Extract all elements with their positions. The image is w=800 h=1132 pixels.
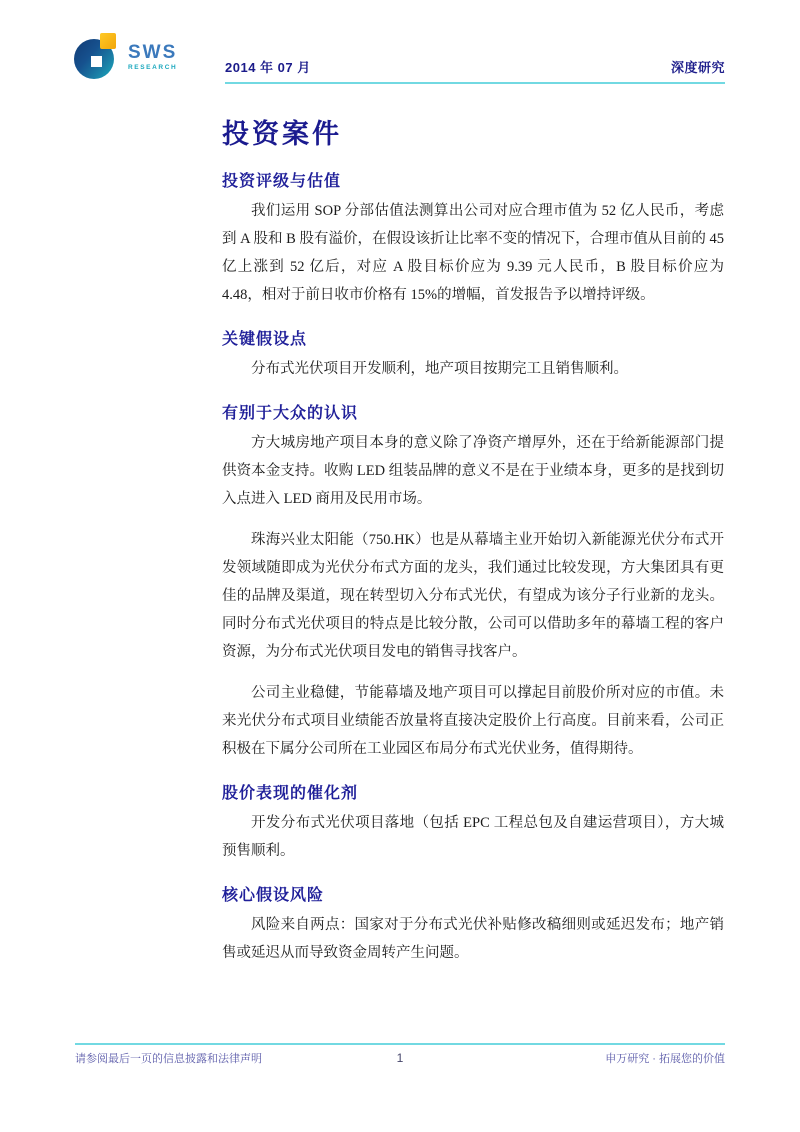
paragraph: 珠海兴业太阳能（750.HK）也是从幕墙主业开始切入新能源光伏分布式开发领域随即成为光伏分布式方面的龙头，我们通过比较发现，方大集团具有更佳的品牌及渠道，现在转型切入分布式光伏，有望成为该分子行业新的龙头。同时分布式光伏项目的特点是比较分散，公司可以借助多年的幕墙工程的客户资源，为分布式光伏项目发电的销售寻找客户。	[222, 532, 724, 660]
section-risks	[222, 882, 724, 967]
logo-sws-text: SWS	[128, 41, 178, 63]
section-heading: 有别于大众的认识	[222, 405, 359, 422]
section-heading: 股价表现的催化剂	[222, 785, 359, 802]
page-footer	[75, 1043, 725, 1066]
section-heading: 关键假设点	[222, 331, 308, 348]
logo-white-notch	[91, 56, 102, 67]
section-heading: 投资评级与估值	[222, 173, 342, 190]
section-catalysts	[222, 780, 724, 865]
logo-research-text: RESEARCH	[128, 63, 178, 71]
paragraph: 分布式光伏项目开发顺利，地产项目按期完工且销售顺利。	[251, 361, 628, 377]
sws-logo	[74, 33, 177, 81]
section-differentiated-view	[222, 400, 724, 763]
header-doc-type: 深度研究	[670, 60, 725, 75]
paragraph: 公司主业稳健，节能幕墙及地产项目可以撑起目前股价所对应的市值。未来光伏分布式项目业绩能否放量将直接决定股价上行高度。目前来看，公司正积极在下属分公司所在工业园区布局分布式光伏业务，值得期待。	[222, 685, 724, 757]
header-rule-bar	[225, 57, 725, 84]
paragraph: 我们运用 SOP 分部估值法测算出公司对应合理市值为 52 亿人民币，考虑到 A 股和 B 股有溢价，在假设该折让比率不变的情况下，合理市值从目前的 45 亿上涨到 52 亿后，对应 A 股目标价应为 9.39 元人民币，B 股目标价应为 4.48，相对于前日收市价格有 15%的增幅，首发报告予以增持评级。	[222, 203, 724, 303]
logo-yellow-square	[100, 33, 116, 49]
footer-page-number: 1	[396, 1051, 404, 1065]
report-body	[222, 104, 724, 980]
section-rating-valuation	[222, 168, 724, 309]
paragraph: 风险来自两点：国家对于分布式光伏补贴修改稿细则或延迟发布；地产销售或延迟从而导致资金周转产生问题。	[222, 917, 724, 961]
paragraph: 方大城房地产项目本身的意义除了净资产增厚外，还在于给新能源部门提供资本金支持。收购 LED 组装品牌的意义不是在于业绩本身，更多的是找到切入点进入 LED 商用及民用市场。	[222, 435, 724, 507]
footer-slogan: 申万研究 · 拓展您的价值	[605, 1053, 725, 1065]
sws-logo-icon	[74, 33, 120, 81]
paragraph: 开发分布式光伏项目落地（包括 EPC 工程总包及自建运营项目），方大城预售顺利。	[222, 815, 724, 859]
section-heading: 核心假设风险	[222, 887, 325, 904]
footer-disclaimer: 请参阅最后一页的信息披露和法律声明	[75, 1053, 262, 1065]
header-date: 2014 年 07 月	[225, 60, 311, 75]
page-title: 投资案件	[222, 119, 342, 149]
section-key-assumptions	[222, 326, 724, 383]
logo-wordmark	[128, 43, 177, 72]
